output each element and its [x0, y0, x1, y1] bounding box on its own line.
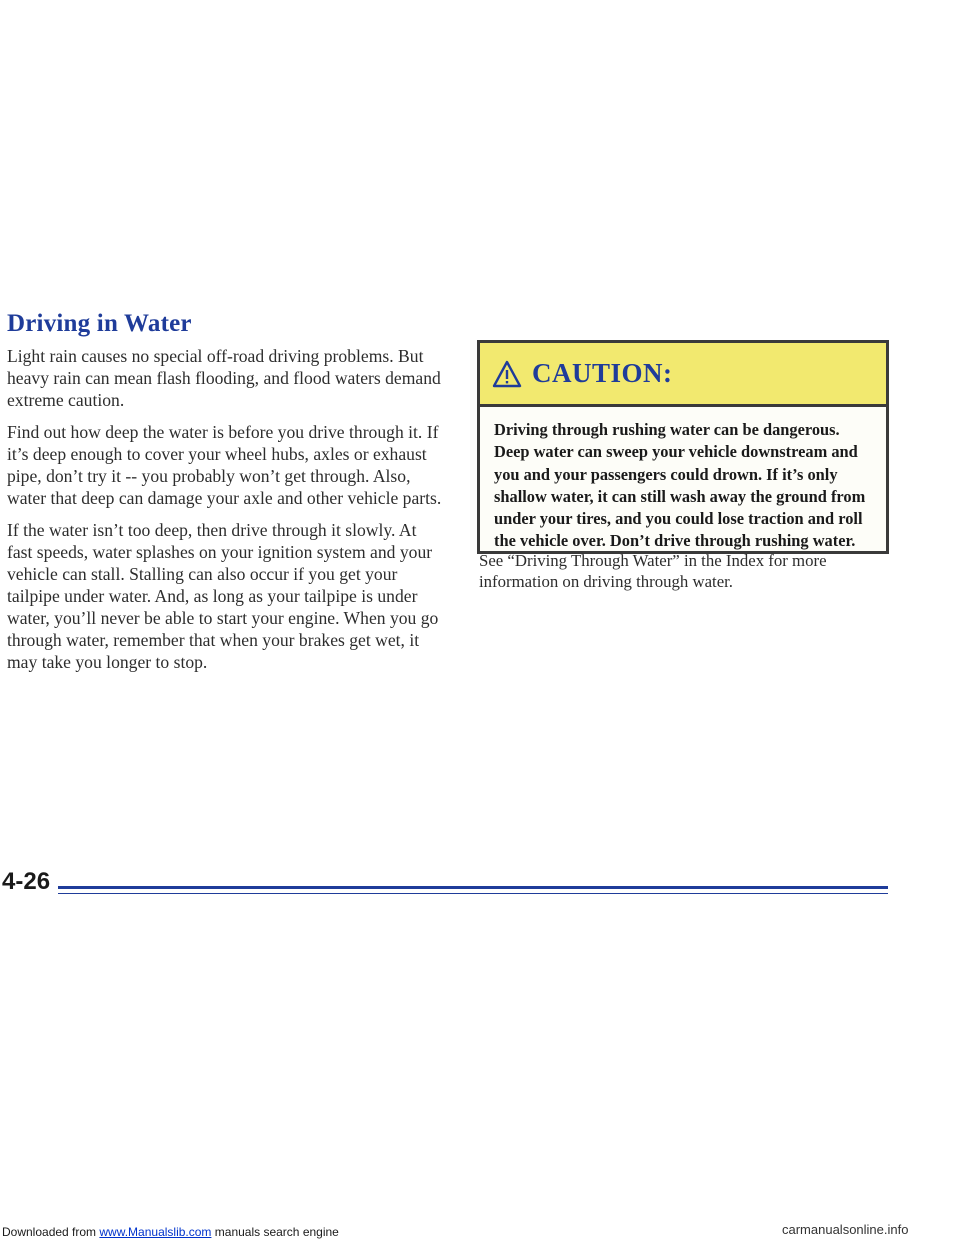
paragraph-light-rain: Light rain causes no special off-road driving problems. But heavy rain can mean flash flooding, and flood waters demand extreme caution.	[7, 346, 441, 410]
page-number: 4-26	[2, 868, 51, 895]
warning-triangle-icon	[492, 360, 522, 388]
manualslib-link[interactable]: www.Manualslib.com	[99, 1225, 212, 1239]
see-also-text: See “Driving Through Water” in the Index for more information on driving through water.	[479, 551, 827, 591]
download-footer	[2, 1225, 339, 1239]
footer-suffix: manuals search engine	[211, 1225, 339, 1239]
paragraph-drive-slowly: If the water isn’t too deep, then drive through it slowly. At fast speeds, water splashes on your ignition system and your vehicle can stall. Stalling can also occur if you get your tailpipe under water. And, as long as your tailpipe is under water, you’ll never be able to start your engine. When you go through water, remember that when your brakes get wet, it may take you longer to stop.	[7, 520, 439, 672]
footer-prefix: Downloaded from	[2, 1225, 100, 1239]
footer-rule-thin	[58, 893, 888, 894]
paragraph-water-depth: Find out how deep the water is before you drive through it. If it’s deep enough to cover your wheel hubs, axles or exhaust pipe, don’t try it -- you probably won’t get through. Also, water that deep can damage your axle and other vehicle parts.	[7, 422, 442, 508]
watermark-site: carmanualsonline.info	[782, 1222, 909, 1237]
section-title: Driving in Water	[7, 310, 192, 337]
section-body	[7, 345, 443, 683]
caution-label: CAUTION:	[532, 358, 673, 388]
caution-text: Driving through rushing water can be dangerous. Deep water can sweep your vehicle downstream and you and your passengers could drown. If it’s only shallow water, it can still wash away the ground from under your tires, and you could lose traction and roll the vehicle over. Don’t drive through rushing water.	[494, 420, 866, 551]
caution-header	[480, 343, 886, 407]
footer-rule	[58, 886, 888, 889]
caution-box	[477, 340, 889, 554]
